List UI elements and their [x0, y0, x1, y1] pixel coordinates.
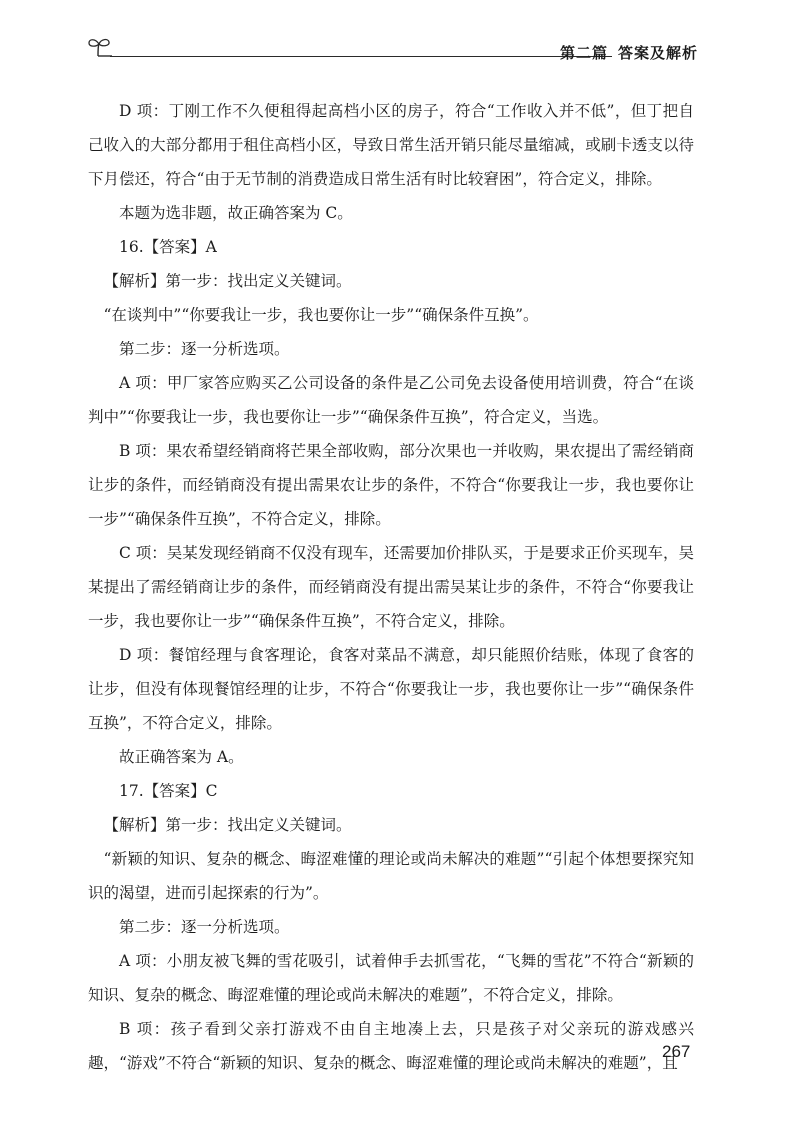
- answer-heading: 17.【答案】C: [119, 782, 218, 800]
- analysis-heading: 【解析】第一步：找出定义关键词。: [103, 272, 352, 290]
- paragraph: “新颖的知识、复杂的概念、晦涩难懂的理论或尚未解决的难题”“引起个体想要探究知识的渴望，进而引起探索的行为”。: [88, 850, 694, 902]
- sprout-icon: [86, 36, 112, 58]
- paragraph: D 项：餐馆经理与食客理论，食客对菜品不满意，却只能照价结账，体现了食客的让步，但没有体现餐馆经理的让步，不符合“你要我让一步，我也要你让一步”“确保条件互换”，不符合定义，排除。: [88, 646, 694, 732]
- paragraph: B 项：果农希望经销商将芒果全部收购，部分次果也一并收购，果农提出了需经销商让步的条件，而经销商没有提出需果农让步的条件，不符合“你要我让一步，我也要你让一步”“确保条件互换”，不符合定义，排除。: [88, 442, 694, 528]
- header-title: [560, 42, 698, 63]
- paragraph: 本题为选非题，故正确答案为 C。: [119, 204, 353, 222]
- paragraph: B 项：孩子看到父亲打游戏不由自主地凑上去，只是孩子对父亲玩的游戏感兴趣，“游戏”不符合“新颖的知识、复杂的概念、晦涩难懂的理论或尚未解决的难题”，且: [88, 1020, 694, 1072]
- paragraph: A 项：甲厂家答应购买乙公司设备的条件是乙公司免去设备使用培训费，符合“在谈判中”“你要我让一步，我也要你让一步”“确保条件互换”，符合定义，当选。: [88, 374, 694, 426]
- paragraph: 故正确答案为 A。: [119, 748, 244, 766]
- page-number: 267: [662, 1042, 691, 1061]
- paragraph: A 项：小朋友被飞舞的雪花吸引，试着伸手去抓雪花，“飞舞的雪花”不符合“新颖的知识、复杂的概念、晦涩难懂的理论或尚未解决的难题”，不符合定义，排除。: [88, 952, 694, 1004]
- answer-heading: 16.【答案】A: [119, 238, 217, 256]
- section-label: 答案及解析: [617, 44, 698, 62]
- paragraph: D 项：丁刚工作不久便租得起高档小区的房子，符合“工作收入并不低”，但丁把自己收入的大部分都用于租住高档小区，导致日常生活开销只能尽量缩减，或刷卡透支以待下月偿还，符合“由于无节制的消费造成日常生活有时比较窘困”，符合定义，排除。: [88, 102, 694, 188]
- paragraph: 第二步：逐一分析选项。: [119, 918, 290, 936]
- page-header: [86, 36, 698, 66]
- header-rule: [110, 56, 612, 57]
- part-label: 第二篇: [559, 44, 608, 62]
- page-body: [88, 94, 694, 1080]
- paragraph: “在谈判中”“你要我让一步，我也要你让一步”“确保条件互换”。: [103, 306, 539, 324]
- paragraph: C 项：吴某发现经销商不仅没有现车，还需要加价排队买，于是要求正价买现车，吴某提出了需经销商让步的条件，而经销商没有提出需吴某让步的条件，不符合“你要我让一步，我也要你让一步”“确保条件互换”，不符合定义，排除。: [88, 544, 694, 630]
- paragraph: 第二步：逐一分析选项。: [119, 340, 290, 358]
- analysis-heading: 【解析】第一步：找出定义关键词。: [103, 816, 352, 834]
